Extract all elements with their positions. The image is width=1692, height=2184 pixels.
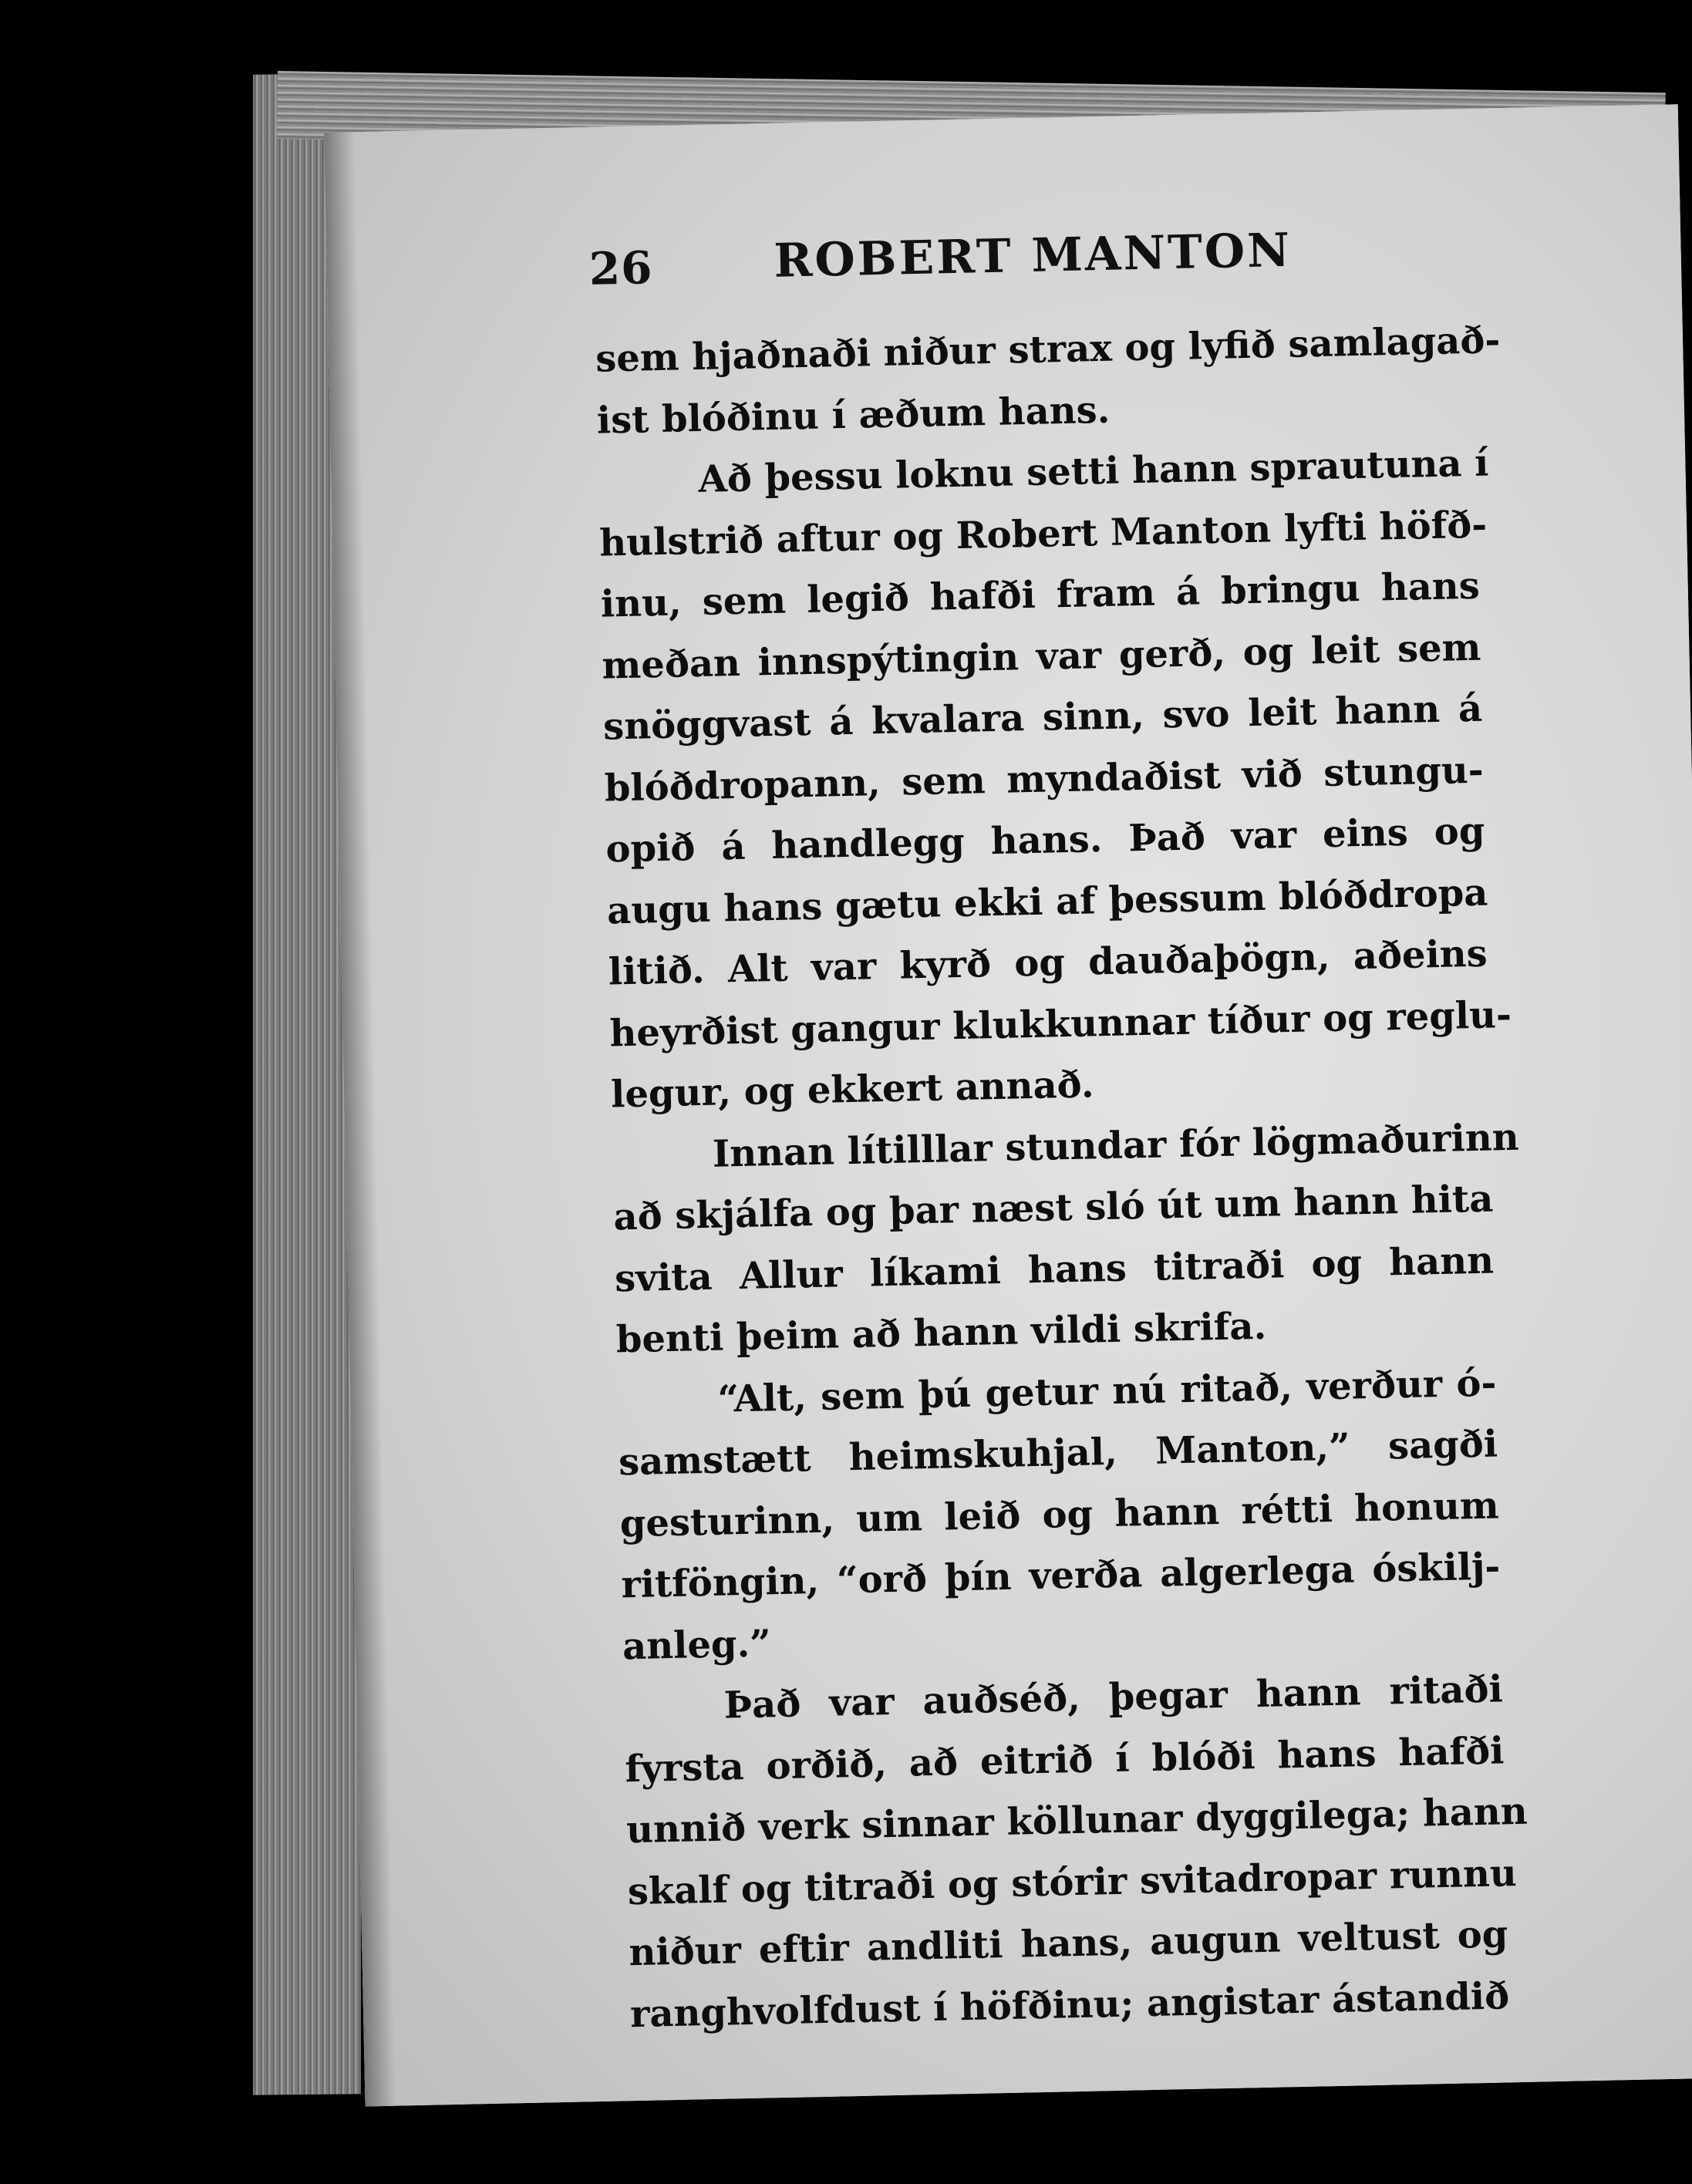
text-line: heyrðist gangur klukkunnar tíður og reglu- bbox=[608, 993, 1512, 1055]
text-line: ist blóðinu í æðum hans. bbox=[596, 388, 1111, 443]
text-line: benti þeim að hann vildi skrifa. bbox=[615, 1304, 1267, 1362]
text-line: augu hans gætu ekki af þessum blóðdropa bbox=[606, 871, 1488, 933]
text-line: meðan innspýtingin var gerð, og leit sem bbox=[601, 625, 1481, 688]
body-text bbox=[595, 311, 1529, 2045]
text-line: Að þessu loknu setti hann sprautuna í bbox=[697, 441, 1489, 501]
text-line: snöggvast á kvalara sinn, svo leit hann á bbox=[602, 686, 1483, 749]
book-page bbox=[324, 104, 1692, 2106]
text-line: Það var auðséð, þegar hann ritaði bbox=[723, 1667, 1504, 1727]
text-line: hulstrið aftur og Robert Manton lyfti höfð- bbox=[598, 503, 1488, 565]
page-header bbox=[588, 220, 1330, 305]
text-line: litið. Alt var kyrð og dauðaþögn, aðeins bbox=[608, 932, 1488, 994]
text-line: að skjálfa og þar næst sló út um hann hita bbox=[612, 1177, 1494, 1239]
text-line: svita Allur líkami hans titraði og hann bbox=[614, 1239, 1495, 1300]
text-line: samstætt heimskuhjal, Manton,” sagði bbox=[618, 1422, 1498, 1485]
page-number: 26 bbox=[588, 241, 654, 295]
text-line: Innan lítilllar stundar fór lögmaðurinn bbox=[712, 1115, 1520, 1176]
text-line: blóðdropann, sem myndaðist við stungu- bbox=[604, 748, 1485, 811]
text-line: fyrsta orðið, að eitrið í blóði hans hafði bbox=[624, 1728, 1505, 1791]
text-line: sem hjaðnaði niður strax og lyfið samlagað- bbox=[595, 318, 1501, 381]
text-line: unnið verk sinnar köllunar dyggilega; hann bbox=[625, 1789, 1529, 1852]
text-line: “Alt, sem þú getur nú ritað, verður ó- bbox=[716, 1361, 1497, 1421]
text-line: legur, og ekkert annað. bbox=[610, 1063, 1095, 1117]
running-title: ROBERT MANTON bbox=[773, 223, 1293, 288]
text-line: gesturinn, um leið og hann rétti honum bbox=[619, 1483, 1500, 1545]
text-line: niður eftir andliti hans, augun veltust og bbox=[628, 1913, 1508, 1975]
text-line: ranghvolfdust í höfðinu; angistar ástandið bbox=[629, 1973, 1510, 2036]
text-line: skalf og titraði og stórir svitadropar runnu bbox=[627, 1851, 1518, 1913]
text-line: ritföngin, “orð þín verða algerlega óskilj- bbox=[620, 1545, 1501, 1607]
text-line: inu, sem legið hafði fram á bringu hans bbox=[600, 564, 1481, 626]
text-line: anleg.” bbox=[622, 1621, 772, 1668]
text-line: opið á handlegg hans. Það var eins og bbox=[605, 809, 1485, 871]
